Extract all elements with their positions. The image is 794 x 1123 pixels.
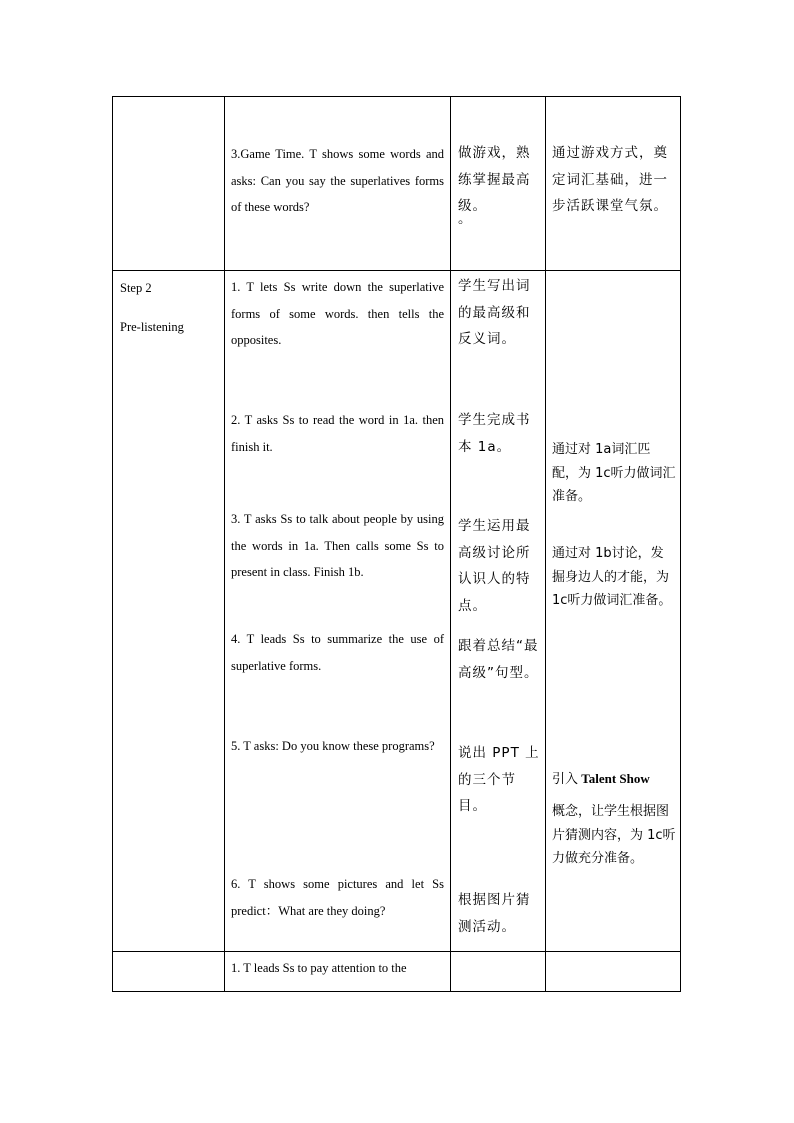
procedure-item-1: 1. T lets Ss write down the superlative forms of some words. then tells the opposites. (231, 280, 444, 347)
table-border-right (680, 96, 681, 992)
student-activity-4: 跟着总结“最高级”句型。 (458, 638, 539, 681)
table-column-divider (224, 96, 225, 992)
table-row-divider (112, 951, 681, 952)
procedure-item-5: 5. T asks: Do you know these programs? (231, 739, 435, 753)
purpose-prefix: 引入 (552, 772, 579, 787)
table-border-top (112, 96, 681, 97)
talent-show-term: Talent Show (581, 771, 650, 786)
procedure-item-4: 4. T leads Ss to summarize the use of superlative forms. (231, 632, 444, 673)
student-activity-1: 学生写出词的最高级和反义词。 (458, 278, 531, 347)
table-row-divider (112, 270, 681, 271)
step-name: Pre-listening (120, 320, 184, 334)
purpose-item-2: 通过对 1a词汇匹配，为 1c听力做词汇准备。 (552, 442, 676, 504)
purpose-item-5: 概念，让学生根据图片猜测内容，为 1c听力做充分准备。 (552, 804, 676, 866)
game-procedure-text: 3.Game Time. T shows some words and asks: Can you say the superlatives forms of these words? (231, 147, 444, 214)
student-activity-6: 根据图片猜测活动。 (458, 892, 531, 935)
purpose-item-5-heading (552, 766, 676, 794)
table-border-bottom (112, 991, 681, 992)
purpose-item-3: 通过对 1b讨论，发掘身边人的才能，为 1c听力做词汇准备。 (552, 546, 672, 608)
game-purpose: 通过游戏方式，奠定词汇基础，进一步活跃课堂气氛。 (552, 145, 668, 214)
table-column-divider (450, 96, 451, 992)
procedure-item-2: 2. T asks Ss to read the word in 1a. then finish it. (231, 413, 444, 454)
student-activity-2: 学生完成书本 1a。 (458, 412, 531, 455)
procedure-next-row: 1. T leads Ss to pay attention to the (231, 961, 407, 975)
procedure-item-3: 3. T asks Ss to talk about people by using the words in 1a. Then calls some Ss to present in class. Finish 1b. (231, 512, 444, 579)
step-label: Step 2 (120, 281, 152, 295)
game-student-activity-tail: 。 (458, 211, 473, 227)
student-activity-3: 学生运用最高级讨论所认识人的特点。 (458, 518, 531, 614)
table-column-divider (545, 96, 546, 992)
student-activity-5: 说出 PPT 上的三个节目。 (458, 745, 540, 814)
table-border-left (112, 96, 113, 992)
game-student-activity: 做游戏，熟练掌握最高级。 (458, 145, 531, 214)
procedure-item-6: 6. T shows some pictures and let Ss predict：What are they doing? (231, 877, 444, 918)
